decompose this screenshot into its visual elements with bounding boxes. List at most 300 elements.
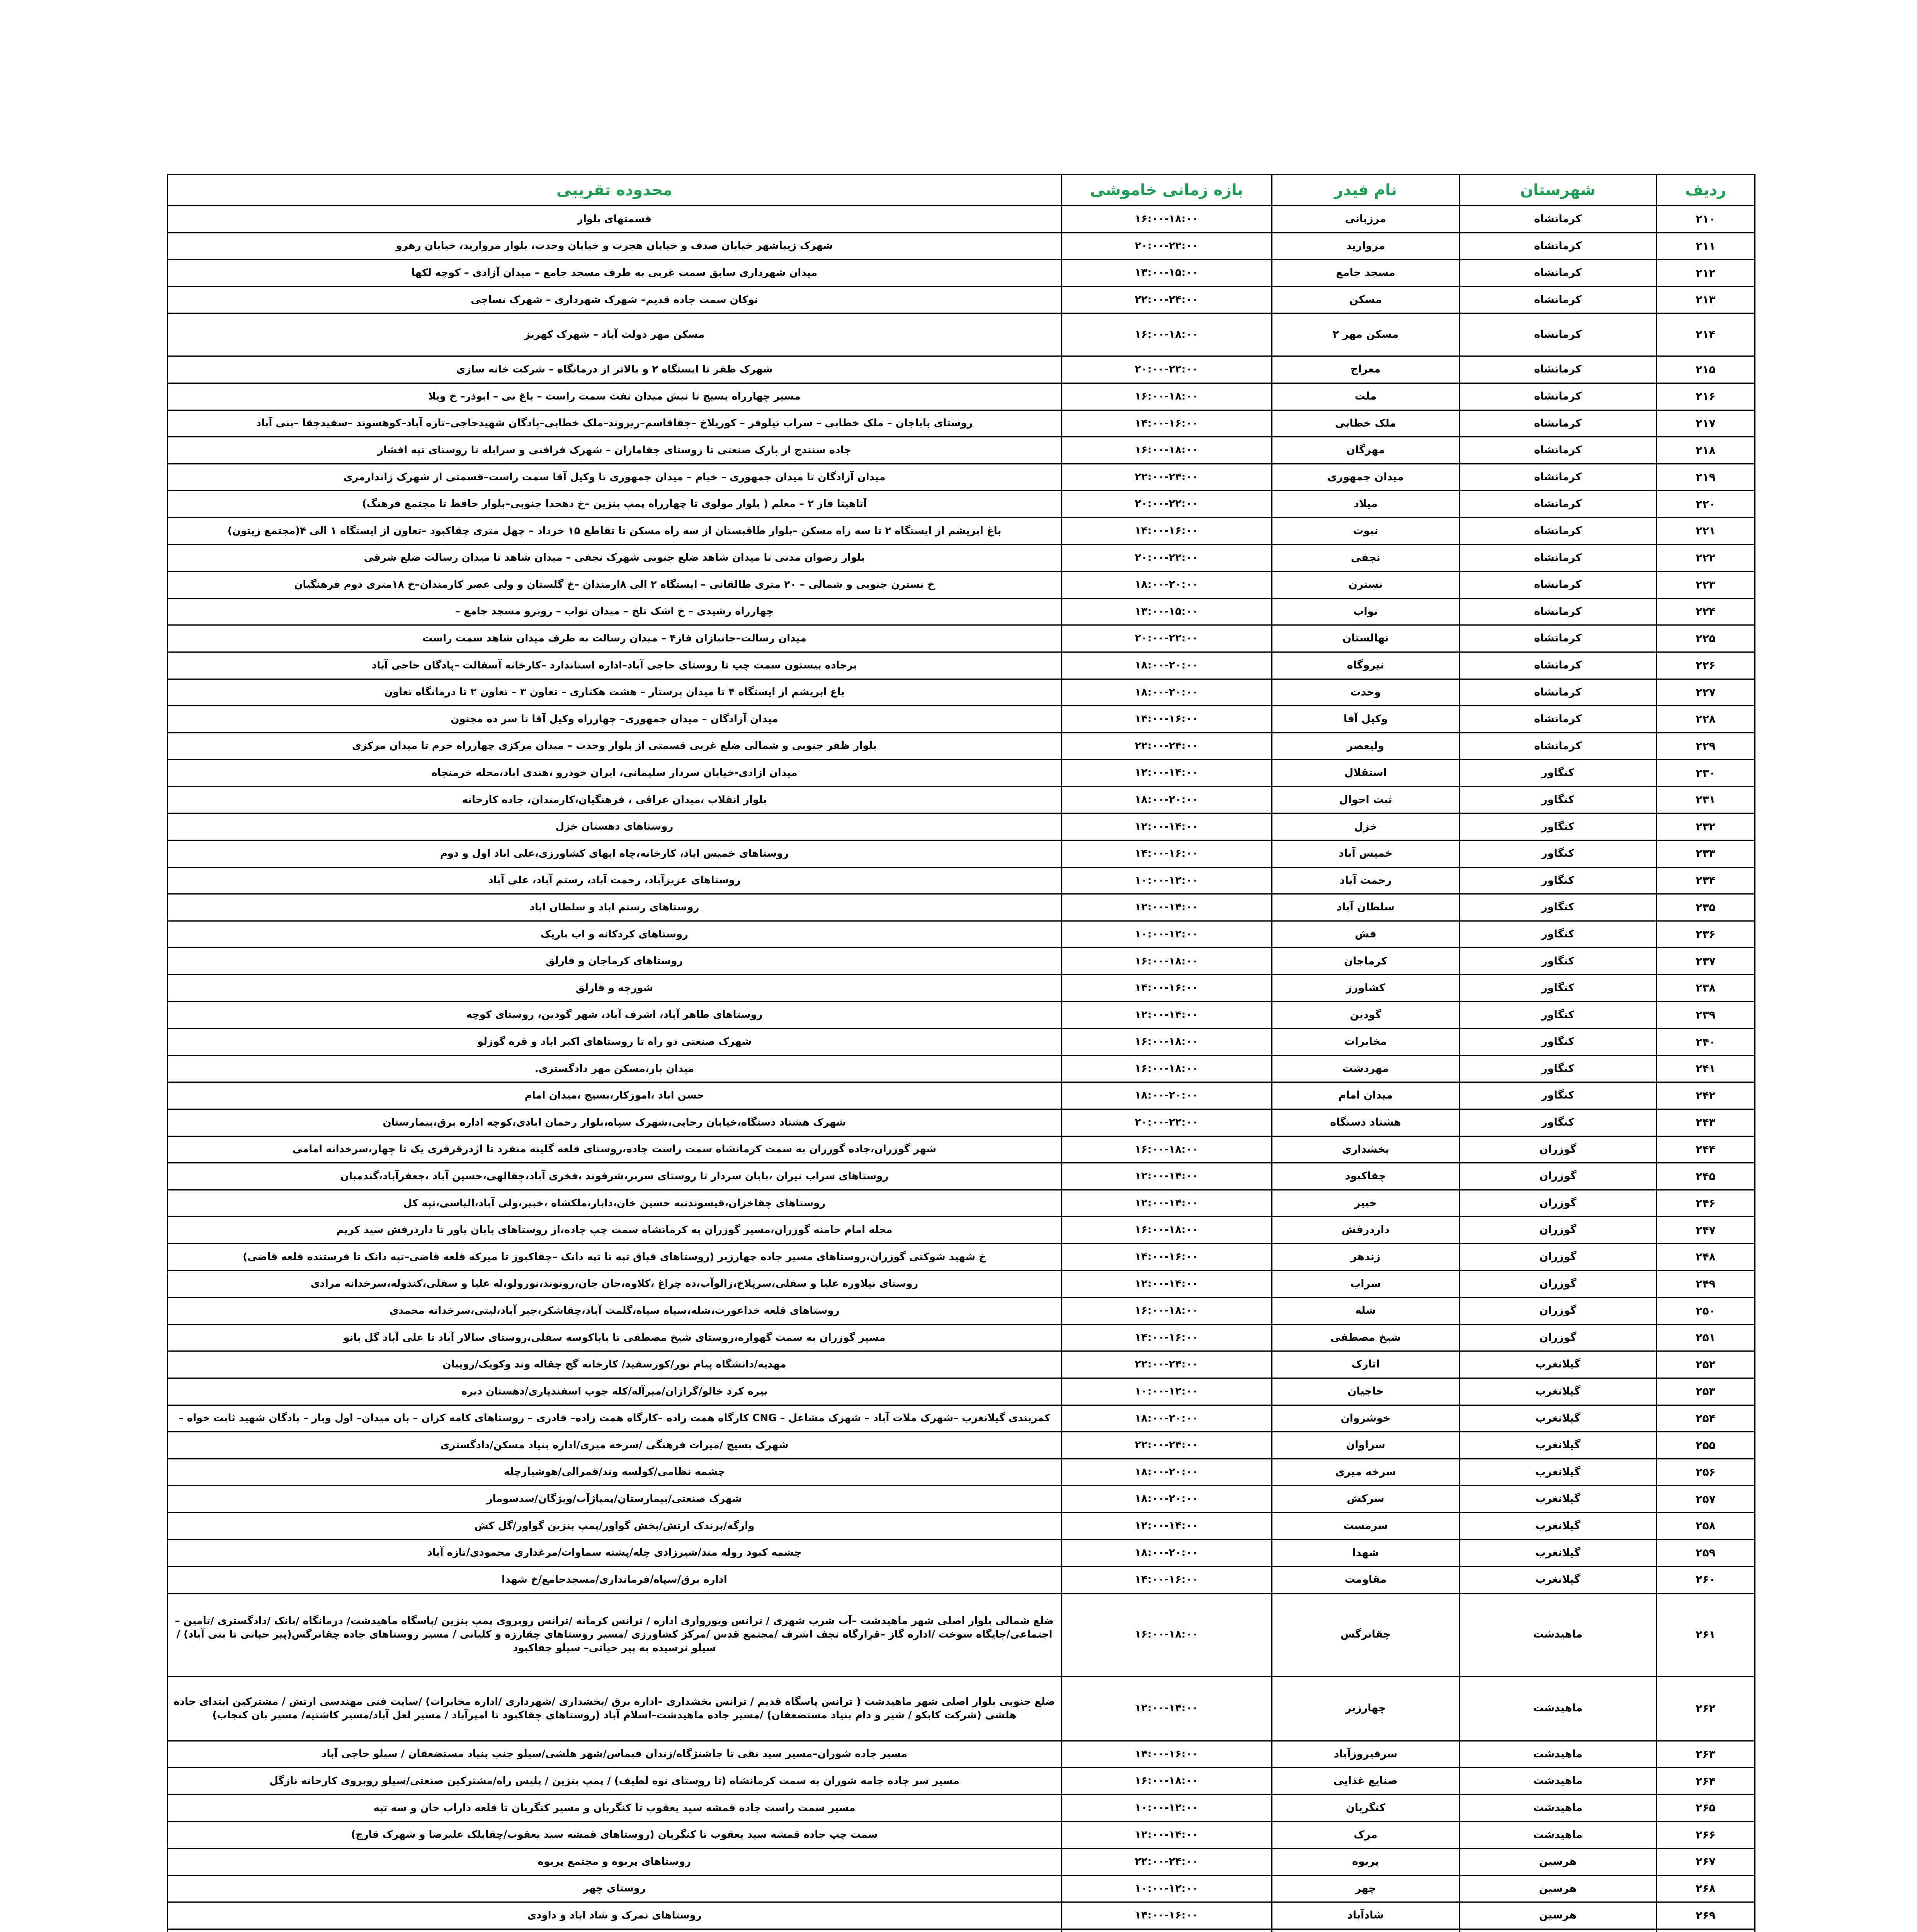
cell-area: مسیر گوزران به سمت گهواره،روستای شیخ مصطفی تا باباکوسه سفلی،روستای سالار آباد تا علی آباد گل بانو (168, 1324, 1061, 1351)
cell-area: خ شهید شوکتی گوزران،روستاهای مسیر جاده چهارزبر (روستاهای قباق تپه تا تپه دانک –چقاکبوز تا میرکه قلعه قاضی–تپه دانک تا فرستنده قلعه قاضی) (168, 1243, 1061, 1270)
table-row (168, 760, 1755, 787)
cell-row: ۲۱۱ (1657, 233, 1755, 260)
cell-time: ۱۸:۰۰-۲۰:۰۰ (1061, 1459, 1272, 1486)
cell-area: وارگه/برندک ارتش/بخش گواور/پمپ بنزین گواور/گل کش (168, 1512, 1061, 1539)
cell-time: ۱۴:۰۰-۱۶:۰۰ (1061, 517, 1272, 544)
cell-row: ۲۶۷ (1657, 1849, 1755, 1876)
cell-feeder: مسجد جامع (1272, 260, 1459, 287)
cell-time: ۱۲:۰۰-۱۴:۰۰ (1061, 1270, 1272, 1298)
cell-row: ۲۳۰ (1657, 760, 1755, 787)
cell-time: ۱۶:۰۰-۱۸:۰۰ (1061, 1055, 1272, 1082)
table-row (168, 894, 1755, 921)
table-row (168, 786, 1755, 813)
table-row (168, 867, 1755, 894)
cell-row: ۲۲۲ (1657, 544, 1755, 571)
table-row (168, 706, 1755, 733)
cell-time: ۱۸:۰۰-۲۰:۰۰ (1061, 1082, 1272, 1109)
cell-area: کمربندی گیلانغرب –شهرک ملات آباد – شهرک مشاغل – CNG کارگاه همت زاده –کارگاه همت زاده– قادری – روستاهای کامه کران – بان میدان– اول وبار – پادگان شهید ثابت خواه – (168, 1405, 1061, 1432)
cell-feeder: کرماجان (1272, 948, 1459, 975)
cell-area: روستای باباجان – ملک خطابی – سراب نیلوفر – کوریلاخ –چقاقاسم–ریزوند–ملک خطابی–پادگان شهیدحاجی–تازه آباد–کوهسوند –سفیدچقا –بنی آباد (168, 410, 1061, 437)
cell-feeder: نهالستان (1272, 625, 1459, 652)
table-row (168, 1163, 1755, 1190)
cell-feeder: ولیعصر (1272, 733, 1459, 760)
cell-area: شهرک بسیج /میراث فرهنگی /سرخه میری/اداره بنیاد مسکن/دادگستری (168, 1432, 1061, 1459)
cell-time: ۱۴:۰۰-۱۶:۰۰ (1061, 410, 1272, 437)
cell-city: کرمانشاه (1459, 286, 1657, 313)
cell-area: روستاهای کردکانه و اب باریک (168, 921, 1061, 948)
cell-area: خ نسترن جنوبی و شمالی – ۲۰ متری طالقانی – ایستگاه ۲ الی ۸ارمندان –خ گلستان و ولی عصر کارمندان–خ ۱۸متری دوم فرهنگیان (168, 571, 1061, 599)
cell-area: میدان بار،مسکن مهر دادگستری. (168, 1055, 1061, 1082)
table-row (168, 1849, 1755, 1876)
outage-schedule-sheet (167, 174, 1754, 1932)
cell-city: گوزران (1459, 1217, 1657, 1244)
cell-city: کنگاور (1459, 840, 1657, 867)
table-row (168, 437, 1755, 464)
cell-row: ۲۳۶ (1657, 921, 1755, 948)
cell-feeder: شادآباد (1272, 1902, 1459, 1929)
cell-time: ۱۶:۰۰-۱۸:۰۰ (1061, 948, 1272, 975)
cell-feeder: حاجیان (1272, 1378, 1459, 1405)
cell-feeder: چهر (1272, 1875, 1459, 1902)
table-row (168, 1875, 1755, 1902)
cell-city: کنگاور (1459, 948, 1657, 975)
cell-area: شهرک زیباشهر خیابان صدف و خیابان هجرت و خیابان وحدت، بلوار مروارید، خیابان رهرو (168, 233, 1061, 260)
table-row (168, 598, 1755, 625)
cell-city: کرمانشاه (1459, 491, 1657, 518)
cell-feeder: میلاد (1272, 491, 1459, 518)
cell-row: ۲۱۰ (1657, 206, 1755, 233)
cell-time: ۱۰:۰۰-۱۲:۰۰ (1061, 1378, 1272, 1405)
cell-row: ۲۱۵ (1657, 356, 1755, 383)
table-row (168, 544, 1755, 571)
table-row (168, 1929, 1755, 1932)
cell-area: آتاهیتا فاز ۲ – معلم ( بلوار مولوی تا چهارراه پمپ بنزین –خ دهخدا جنوبی–بلوار حافظ تا مجتمع فرهنگ) (168, 491, 1061, 518)
cell-row: ۲۶۴ (1657, 1768, 1755, 1795)
cell-time: ۱۸:۰۰-۲۰:۰۰ (1061, 786, 1272, 813)
cell-area: باغ ابریشم از ایستگاه ۲ تا سه راه مسکن –بلوار طاقبستان از سه راه مسکن تا تقاطع ۱۵ خرداد – چهل متری چقاکبود –تعاون از ایستگاه ۱ الی ۴(مجتمع زیتون) (168, 517, 1061, 544)
cell-feeder: مروارید (1272, 233, 1459, 260)
table-row (168, 491, 1755, 518)
cell-city: کرمانشاه (1459, 598, 1657, 625)
cell-city: هرسین (1459, 1849, 1657, 1876)
cell-city: کرمانشاه (1459, 625, 1657, 652)
cell-row: ۲۳۹ (1657, 1002, 1755, 1029)
cell-row: ۲۱۹ (1657, 464, 1755, 491)
cell-city: کنگاور (1459, 867, 1657, 894)
table-row (168, 1512, 1755, 1539)
cell-area: روستاهای عزیزآباد، رحمت آباد، رستم آباد، علی آباد (168, 867, 1061, 894)
cell-time: ۲۰:۰۰-۲۲:۰۰ (1061, 233, 1272, 260)
cell-city: ماهیدشت (1459, 1741, 1657, 1768)
cell-time: ۱۴:۰۰-۱۶:۰۰ (1061, 1566, 1272, 1594)
cell-feeder: سراب (1272, 1270, 1459, 1298)
cell-feeder: خزل (1272, 813, 1459, 840)
cell-city: کنگاور (1459, 1109, 1657, 1136)
cell-area: مسکن مهر دولت آباد – شهرک کهریز (168, 313, 1061, 356)
cell-time: ۱۴:۰۰-۱۶:۰۰ (1061, 1324, 1272, 1351)
cell-area: شهرک هشتاد دستگاه،خیابان رجایی،شهرک سپاه،بلوار رحمان ابادی،کوچه اداره برق،بیمارستان (168, 1109, 1061, 1136)
cell-time: ۱۲:۰۰-۱۴:۰۰ (1061, 1190, 1272, 1217)
cell-row (1657, 1929, 1755, 1932)
cell-time: ۲۲:۰۰-۲۴:۰۰ (1061, 286, 1272, 313)
cell-area: روستاهای پربوه و مجتمع پربوه (168, 1849, 1061, 1876)
cell-time: ۱۸:۰۰-۲۰:۰۰ (1061, 652, 1272, 679)
table-row (168, 1082, 1755, 1109)
cell-city: کنگاور (1459, 1055, 1657, 1082)
table-row (168, 1539, 1755, 1566)
table-row (168, 383, 1755, 410)
table-row (168, 233, 1755, 260)
cell-feeder: شیخ مصطفی (1272, 1324, 1459, 1351)
cell-row: ۲۲۴ (1657, 598, 1755, 625)
table-row (168, 1405, 1755, 1432)
table-row (168, 733, 1755, 760)
cell-area: باغ ابریشم از ایستگاه ۴ تا میدان پرستار – هشت هکتاری – تعاون ۳ – تعاون ۲ تا درمانگاه تعاون (168, 679, 1061, 706)
cell-row: ۲۳۲ (1657, 813, 1755, 840)
cell-row: ۲۲۳ (1657, 571, 1755, 599)
cell-row: ۲۱۲ (1657, 260, 1755, 287)
cell-city: کرمانشاه (1459, 517, 1657, 544)
cell-row: ۲۶۶ (1657, 1821, 1755, 1849)
cell-feeder: بخشداری (1272, 1136, 1459, 1163)
cell-area: روستاهای چقاخزان،قیسوندنبه حسین خان،دابار،ملکشاه ،خبیر،ولی آباد،الیاسی،تپه کل (168, 1190, 1061, 1217)
cell-city: کرمانشاه (1459, 679, 1657, 706)
cell-area: شهر گوزران،جاده گوزران به سمت کرمانشاه سمت راست جاده،روستای قلعه گلینه منفرد تا اژدرقرقری یک تا چهار،سرخدانه امامی (168, 1136, 1061, 1163)
cell-row: ۲۱۴ (1657, 313, 1755, 356)
cell-time: ۱۶:۰۰-۱۸:۰۰ (1061, 1593, 1272, 1676)
table-row (168, 1676, 1755, 1741)
table-row (168, 1217, 1755, 1244)
table-row (168, 1741, 1755, 1768)
cell-feeder: مرک (1272, 1821, 1459, 1849)
header-area: محدوده تقریبی (168, 175, 1061, 206)
cell-feeder: معراج (1272, 356, 1459, 383)
cell-city: گوزران (1459, 1163, 1657, 1190)
cell-city: گوزران (1459, 1324, 1657, 1351)
table-row (168, 206, 1755, 233)
cell-city: هرسین (1459, 1902, 1657, 1929)
cell-time: ۲۰:۰۰-۲۲:۰۰ (1061, 491, 1272, 518)
cell-row: ۲۴۵ (1657, 1163, 1755, 1190)
cell-area (168, 1929, 1061, 1932)
cell-city: ماهیدشت (1459, 1821, 1657, 1849)
cell-area: روستای چهر (168, 1875, 1061, 1902)
table-row (168, 1821, 1755, 1849)
cell-feeder: سرمست (1272, 1512, 1459, 1539)
table-row (168, 1055, 1755, 1082)
cell-city: کنگاور (1459, 921, 1657, 948)
cell-time: ۱۰:۰۰-۱۲:۰۰ (1061, 1875, 1272, 1902)
cell-city: ماهیدشت (1459, 1593, 1657, 1676)
cell-feeder: شله (1272, 1298, 1459, 1325)
table-row (168, 625, 1755, 652)
table-row (168, 1243, 1755, 1270)
table-row (168, 1902, 1755, 1929)
cell-city: کرمانشاه (1459, 544, 1657, 571)
cell-time: ۱۸:۰۰-۲۰:۰۰ (1061, 571, 1272, 599)
table-row (168, 464, 1755, 491)
cell-row: ۲۴۴ (1657, 1136, 1755, 1163)
cell-area: بلوار رضوان مدنی تا میدان شاهد ضلع جنوبی شهرک نجفی – میدان شاهد تا میدان رسالت ضلع شرقی (168, 544, 1061, 571)
cell-row: ۲۵۵ (1657, 1432, 1755, 1459)
cell-time: ۲۲:۰۰-۲۴:۰۰ (1061, 733, 1272, 760)
cell-time: ۱۴:۰۰-۱۶:۰۰ (1061, 975, 1272, 1002)
header-shahrestan: شهرستان (1459, 175, 1657, 206)
cell-area: روستاهای دهستان خزل (168, 813, 1061, 840)
cell-area: بیره کرد خالو/گرازان/میرآله/کله جوب اسفندیاری/دهستان دیره (168, 1378, 1061, 1405)
cell-city: کرمانشاه (1459, 233, 1657, 260)
table-row (168, 260, 1755, 287)
cell-feeder: مهرگان (1272, 437, 1459, 464)
cell-city: کنگاور (1459, 813, 1657, 840)
cell-time: ۱۶:۰۰-۱۸:۰۰ (1061, 206, 1272, 233)
cell-area: روستای نیلاوره علیا و سفلی،سرپلاخ،زالوآب،ده چراغ ،کلاوه،جان جان،رونوند،نورولو،له علیا و سفلی،کندوله،سرخدانه مرادی (168, 1270, 1061, 1298)
cell-row: ۲۵۸ (1657, 1512, 1755, 1539)
cell-time: ۱۴:۰۰-۱۶:۰۰ (1061, 1902, 1272, 1929)
cell-feeder: وکیل آقا (1272, 706, 1459, 733)
cell-area: چشمه نظامی/کولسه وند/قمرالی/هوشیارچله (168, 1459, 1061, 1486)
cell-area: روستاهای خمیس اباد، کارخانه،چاه ابهای کشاورزی،علی اباد اول و دوم (168, 840, 1061, 867)
cell-area: شورچه و قارلق (168, 975, 1061, 1002)
cell-row: ۲۵۰ (1657, 1298, 1755, 1325)
cell-feeder: ثبت احوال (1272, 786, 1459, 813)
cell-area: سمت چپ جاده قمشه سید یعقوب تا کنگربان (روستاهای قمشه سید یعقوب/چقابلک علیرضا و شهرک قارچ) (168, 1821, 1061, 1849)
cell-city: کنگاور (1459, 894, 1657, 921)
cell-feeder: خوشروان (1272, 1405, 1459, 1432)
cell-city: ماهیدشت (1459, 1794, 1657, 1821)
cell-feeder: مرزبانی (1272, 206, 1459, 233)
cell-time: ۱۴:۰۰-۱۶:۰۰ (1061, 706, 1272, 733)
cell-row: ۲۴۹ (1657, 1270, 1755, 1298)
cell-area: شهرک ظفر تا ایستگاه ۲ و بالاتر از درمانگاه – شرکت خانه سازی (168, 356, 1061, 383)
cell-area: چهارراه رشیدی – خ اشک تلخ – میدان نواب – روبرو مسجد جامع – (168, 598, 1061, 625)
table-row (168, 1459, 1755, 1486)
cell-time: ۲۰:۰۰-۲۲:۰۰ (1061, 356, 1272, 383)
cell-row: ۲۲۰ (1657, 491, 1755, 518)
cell-area: روستاهای کرماجان و قارلق (168, 948, 1061, 975)
cell-feeder: زندهر (1272, 1243, 1459, 1270)
cell-time: ۲۲:۰۰-۲۴:۰۰ (1061, 464, 1272, 491)
cell-city: گوزران (1459, 1243, 1657, 1270)
cell-time: ۲۰:۰۰-۲۲:۰۰ (1061, 1109, 1272, 1136)
cell-time: ۱۲:۰۰-۱۴:۰۰ (1061, 1163, 1272, 1190)
table-row (168, 1136, 1755, 1163)
cell-time: ۱۸:۰۰-۲۰:۰۰ (1061, 1405, 1272, 1432)
cell-area: ضلع شمالی بلوار اصلی شهر ماهیدشت –آب شرب شهری / ترانس ویورواری اداره / ترانس کرمانه /ترانس روبروی پمپ بنزین /پاسگاه ماهیدشت/ درمانگاه /بانک /دادگستری /تامین – اجتماعی/جایگاه سوخت /اداره گاز –قرارگاه نجف اشرف /مجتمع قدس /مرکز کشاورزی /مسیر روستاهای چقارزه و کلیانی / مسیر روستاهای جاده چقانرگس(پیر حیاتی تا بنی آباد) /سیلو نرسیده به پیر حیاتی– سیلو چقاکبود (168, 1593, 1061, 1676)
cell-city: کرمانشاه (1459, 652, 1657, 679)
table-row (168, 1566, 1755, 1594)
cell-area: بلوار ظفر جنوبی و شمالی ضلع غربی قسمتی از بلوار وحدت – میدان مرکزی چهارراه خرم تا میدان مرکزی (168, 733, 1061, 760)
cell-row: ۲۵۱ (1657, 1324, 1755, 1351)
cell-feeder: چهارزبر (1272, 1676, 1459, 1741)
table-row (168, 1190, 1755, 1217)
cell-time: ۱۸:۰۰-۲۰:۰۰ (1061, 1486, 1272, 1513)
cell-row: ۲۵۳ (1657, 1378, 1755, 1405)
cell-row: ۲۳۷ (1657, 948, 1755, 975)
cell-row: ۲۴۰ (1657, 1029, 1755, 1056)
table-row (168, 356, 1755, 383)
cell-row: ۲۴۲ (1657, 1082, 1755, 1109)
cell-time (1061, 1929, 1272, 1932)
cell-area: میدان رسالت–جانبازان فاز۴ – میدان رسالت به طرف میدان شاهد سمت راست (168, 625, 1061, 652)
cell-feeder: داردرفش (1272, 1217, 1459, 1244)
cell-time: ۱۶:۰۰-۱۸:۰۰ (1061, 1768, 1272, 1795)
cell-time: ۱۲:۰۰-۱۴:۰۰ (1061, 1676, 1272, 1741)
cell-city: کرمانشاه (1459, 206, 1657, 233)
cell-time: ۲۰:۰۰-۲۲:۰۰ (1061, 625, 1272, 652)
cell-area: مسیر سر جاده جامه شوران به سمت کرمانشاه (تا روستای نوه لطیف) / پمپ بنزین / پلیس راه/مشترکین صنعتی/سیلو روبروی کارخانه نازگل (168, 1768, 1061, 1795)
cell-area: چشمه کبود روله مند/شیرزادی چله/پشته سماوات/مرغداری محمودی/تازه آباد (168, 1539, 1061, 1566)
cell-row: ۲۲۹ (1657, 733, 1755, 760)
cell-row: ۲۶۱ (1657, 1593, 1755, 1676)
cell-feeder: خمیس آباد (1272, 840, 1459, 867)
cell-area: روستاهای سراب نیران ،بابان سردار تا روستای سربر،شرفوند ،فخری آباد،چقالهی،حسین آباد ،جعفرآباد،گندمبان (168, 1163, 1061, 1190)
outage-table (167, 174, 1755, 1932)
cell-time: ۱۶:۰۰-۱۸:۰۰ (1061, 1029, 1272, 1056)
cell-feeder: شهدا (1272, 1539, 1459, 1566)
table-row (168, 813, 1755, 840)
cell-feeder: سرفیروزآباد (1272, 1741, 1459, 1768)
table-row (168, 286, 1755, 313)
cell-row: ۲۶۹ (1657, 1902, 1755, 1929)
cell-city: کرمانشاه (1459, 733, 1657, 760)
cell-city: کنگاور (1459, 1002, 1657, 1029)
cell-feeder: سرخه میری (1272, 1459, 1459, 1486)
cell-row: ۲۳۵ (1657, 894, 1755, 921)
cell-city: کنگاور (1459, 1029, 1657, 1056)
cell-time: ۱۶:۰۰-۱۸:۰۰ (1061, 1298, 1272, 1325)
cell-feeder: صنایع غذایی (1272, 1768, 1459, 1795)
cell-feeder: سراوان (1272, 1432, 1459, 1459)
table-row (168, 1378, 1755, 1405)
header-radif: ردیف (1657, 175, 1755, 206)
cell-row: ۲۵۲ (1657, 1351, 1755, 1378)
cell-time: ۱۶:۰۰-۱۸:۰۰ (1061, 383, 1272, 410)
cell-time: ۱۴:۰۰-۱۶:۰۰ (1061, 1243, 1272, 1270)
cell-city: ماهیدشت (1459, 1768, 1657, 1795)
table-row (168, 1029, 1755, 1056)
cell-row: ۲۱۳ (1657, 286, 1755, 313)
cell-row: ۲۶۸ (1657, 1875, 1755, 1902)
cell-time: ۲۲:۰۰-۲۴:۰۰ (1061, 1849, 1272, 1876)
cell-city (1459, 1929, 1657, 1932)
cell-area: مسیر چهارراه بسیج تا نبش میدان نفت سمت راست – باغ نی – ابوذر– خ ویلا (168, 383, 1061, 410)
cell-feeder: میدان جمهوری (1272, 464, 1459, 491)
cell-time: ۱۴:۰۰-۱۶:۰۰ (1061, 840, 1272, 867)
table-row (168, 1324, 1755, 1351)
cell-city: کنگاور (1459, 786, 1657, 813)
cell-city: گیلانغرب (1459, 1378, 1657, 1405)
table-row (168, 679, 1755, 706)
cell-city: کرمانشاه (1459, 356, 1657, 383)
cell-area: جاده سنندج از پارک صنعتی تا روستای چقاماران – شهرک فرافنی و سرابله تا روستای تپه افشار (168, 437, 1061, 464)
cell-area: میدان آزادگان تا میدان جمهوری – خیام – میدان جمهوری تا وکیل آقا سمت راست–قسمتی از شهرک ژاندارمری (168, 464, 1061, 491)
cell-feeder: رحمت آباد (1272, 867, 1459, 894)
table-row (168, 1298, 1755, 1325)
header-time: بازه زمانی خاموشی (1061, 175, 1272, 206)
cell-row: ۲۶۰ (1657, 1566, 1755, 1594)
cell-city: گوزران (1459, 1270, 1657, 1298)
cell-area: روستاهای قلعه خداعورت،شله،سیاه سیاه،گلمت آباد،چقاشکر،جبر آباد،لیتی،سرخدانه محمدی (168, 1298, 1061, 1325)
cell-city: گیلانغرب (1459, 1566, 1657, 1594)
table-row (168, 975, 1755, 1002)
cell-row: ۲۶۳ (1657, 1741, 1755, 1768)
cell-time: ۱۲:۰۰-۱۴:۰۰ (1061, 813, 1272, 840)
cell-time: ۱۶:۰۰-۱۸:۰۰ (1061, 1136, 1272, 1163)
cell-feeder: پربوه (1272, 1849, 1459, 1876)
cell-row: ۲۴۶ (1657, 1190, 1755, 1217)
cell-city: گوزران (1459, 1190, 1657, 1217)
table-row (168, 921, 1755, 948)
cell-city: گیلانغرب (1459, 1459, 1657, 1486)
cell-feeder: استقلال (1272, 760, 1459, 787)
cell-area: مسیر سمت راست جاده قمشه سید یعقوب تا کنگربان و مسیر کنگربان تا قلعه داراب خان و سه تپه (168, 1794, 1061, 1821)
cell-city: گیلانغرب (1459, 1512, 1657, 1539)
cell-row: ۲۵۹ (1657, 1539, 1755, 1566)
cell-city: کرمانشاه (1459, 464, 1657, 491)
cell-city: گیلانغرب (1459, 1486, 1657, 1513)
table-row (168, 652, 1755, 679)
cell-time: ۱۸:۰۰-۲۰:۰۰ (1061, 679, 1272, 706)
cell-time: ۲۲:۰۰-۲۴:۰۰ (1061, 1351, 1272, 1378)
cell-row: ۲۵۴ (1657, 1405, 1755, 1432)
cell-row: ۲۲۸ (1657, 706, 1755, 733)
cell-area: اداره برق/سپاه/فرمانداری/مسجدجامع/خ شهدا (168, 1566, 1061, 1594)
cell-feeder: کشاورز (1272, 975, 1459, 1002)
cell-city: گیلانغرب (1459, 1405, 1657, 1432)
cell-feeder: وحدت (1272, 679, 1459, 706)
cell-time: ۱۲:۰۰-۱۴:۰۰ (1061, 894, 1272, 921)
cell-row: ۲۲۱ (1657, 517, 1755, 544)
cell-feeder: نیروگاه (1272, 652, 1459, 679)
cell-city: کرمانشاه (1459, 260, 1657, 287)
table-row (168, 1486, 1755, 1513)
table-row (168, 1002, 1755, 1029)
cell-area: مهدیه/دانشگاه پیام نور/کورسفید/ کارخانه گچ چقاله وند وکویک/رویبان (168, 1351, 1061, 1378)
cell-city: کرمانشاه (1459, 313, 1657, 356)
cell-time: ۱۶:۰۰-۱۸:۰۰ (1061, 313, 1272, 356)
cell-feeder: مهردشت (1272, 1055, 1459, 1082)
cell-city: گوزران (1459, 1136, 1657, 1163)
cell-city: کنگاور (1459, 760, 1657, 787)
cell-feeder: چقانرگس (1272, 1593, 1459, 1676)
table-body (168, 206, 1755, 1932)
cell-city: کرمانشاه (1459, 437, 1657, 464)
cell-feeder: نواب (1272, 598, 1459, 625)
cell-time: ۱۰:۰۰-۱۲:۰۰ (1061, 867, 1272, 894)
cell-feeder: نبوت (1272, 517, 1459, 544)
cell-time: ۱۸:۰۰-۲۰:۰۰ (1061, 1539, 1272, 1566)
cell-city: گیلانغرب (1459, 1539, 1657, 1566)
cell-row: ۲۵۶ (1657, 1459, 1755, 1486)
table-row (168, 410, 1755, 437)
cell-area: قسمتهای بلوار (168, 206, 1061, 233)
header-feeder: نام فیدر (1272, 175, 1459, 206)
cell-feeder: مسکن مهر ۲ (1272, 313, 1459, 356)
cell-city: هرسین (1459, 1875, 1657, 1902)
cell-row: ۲۵۷ (1657, 1486, 1755, 1513)
cell-city: کنگاور (1459, 1082, 1657, 1109)
cell-row: ۲۳۳ (1657, 840, 1755, 867)
cell-row: ۲۶۵ (1657, 1794, 1755, 1821)
cell-area: مسیر جاده شوران–مسیر سید نقی تا جاشنژگاه/زندان قبماس/شهر هلشی/سیلو جنب بنیاد مستضعفان / سیلو حاجی آباد (168, 1741, 1061, 1768)
table-header-row (168, 175, 1755, 206)
cell-time: ۱۳:۰۰-۱۵:۰۰ (1061, 260, 1272, 287)
cell-time: ۱۲:۰۰-۱۴:۰۰ (1061, 760, 1272, 787)
cell-time: ۱۶:۰۰-۱۸:۰۰ (1061, 437, 1272, 464)
cell-city: گیلانغرب (1459, 1432, 1657, 1459)
cell-feeder: میدان امام (1272, 1082, 1459, 1109)
